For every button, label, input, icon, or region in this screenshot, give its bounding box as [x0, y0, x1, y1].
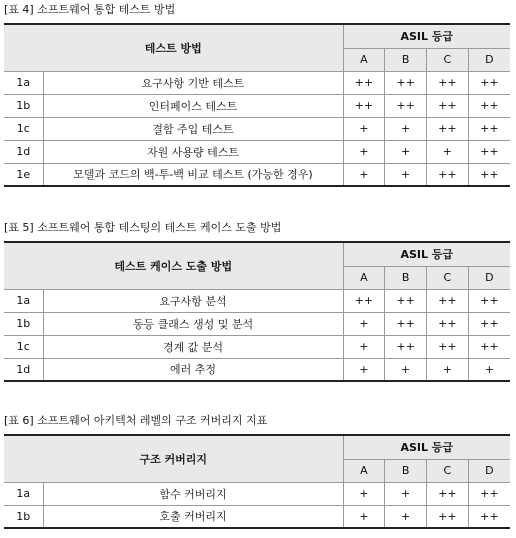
table5-grade-d: D [468, 266, 510, 289]
cell-a: + [343, 117, 385, 140]
cell-a: + [343, 505, 385, 528]
cell-d: ++ [468, 94, 510, 117]
cell-a: + [343, 482, 385, 505]
table-row [4, 335, 510, 358]
cell-c: ++ [427, 482, 469, 505]
cell-b: ++ [385, 71, 427, 94]
table6-grade-a: A [343, 459, 385, 482]
row-method: 요구사항 기반 테스트 [43, 71, 343, 94]
row-id: 1a [4, 482, 43, 505]
table-row [4, 117, 510, 140]
row-id: 1d [4, 358, 43, 381]
cell-b: + [385, 140, 427, 163]
cell-d: ++ [468, 289, 510, 312]
row-id: 1a [4, 71, 43, 94]
row-id: 1a [4, 289, 43, 312]
cell-a: + [343, 358, 385, 381]
table6-grade-b: B [385, 459, 427, 482]
cell-a: ++ [343, 71, 385, 94]
table5-grade-b: B [385, 266, 427, 289]
table4 [4, 23, 510, 187]
row-id: 1d [4, 140, 43, 163]
table4-asil-header: ASIL 등급 [343, 24, 510, 48]
table4-grade-c: C [427, 48, 469, 71]
cell-a: ++ [343, 289, 385, 312]
row-method: 동등 클래스 생성 및 분석 [43, 312, 343, 335]
table-row [4, 312, 510, 335]
table6-grade-c: C [427, 459, 469, 482]
table6-asil-header: ASIL 등급 [343, 435, 510, 459]
cell-b: ++ [385, 335, 427, 358]
table6-caption: [표 6] 소프트웨어 아키텍처 레벨의 구조 커버리지 지표 [4, 414, 268, 427]
cell-a: + [343, 335, 385, 358]
cell-b: ++ [385, 289, 427, 312]
cell-d: ++ [468, 505, 510, 528]
row-method: 요구사항 분석 [43, 289, 343, 312]
cell-b: + [385, 505, 427, 528]
table6-method-header: 구조 커버리지 [4, 435, 343, 482]
cell-c: ++ [427, 505, 469, 528]
cell-b: ++ [385, 312, 427, 335]
table5-grade-c: C [427, 266, 469, 289]
cell-a: ++ [343, 94, 385, 117]
table-row [4, 71, 510, 94]
cell-c: ++ [427, 71, 469, 94]
row-id: 1c [4, 117, 43, 140]
cell-b: + [385, 358, 427, 381]
table5-grade-a: A [343, 266, 385, 289]
row-id: 1b [4, 312, 43, 335]
cell-a: + [343, 163, 385, 186]
row-id: 1b [4, 94, 43, 117]
table-row [4, 482, 510, 505]
table4-method-header: 테스트 방법 [4, 24, 343, 71]
cell-d: ++ [468, 335, 510, 358]
table4-caption: [표 4] 소프트웨어 통합 테스트 방법 [4, 3, 176, 16]
cell-c: + [427, 358, 469, 381]
cell-b: + [385, 482, 427, 505]
cell-d: ++ [468, 117, 510, 140]
row-method: 인터페이스 테스트 [43, 94, 343, 117]
cell-c: ++ [427, 289, 469, 312]
table5-caption: [표 5] 소프트웨어 통합 테스팅의 테스트 케이스 도출 방법 [4, 221, 282, 234]
cell-a: + [343, 140, 385, 163]
table6 [4, 434, 510, 529]
table5-method-header: 테스트 케이스 도출 방법 [4, 242, 343, 289]
row-id: 1c [4, 335, 43, 358]
cell-c: ++ [427, 163, 469, 186]
cell-d: ++ [468, 71, 510, 94]
cell-b: ++ [385, 94, 427, 117]
table-row [4, 94, 510, 117]
cell-c: ++ [427, 335, 469, 358]
cell-c: ++ [427, 117, 469, 140]
row-method: 모델과 코드의 백-투-백 비교 테스트 (가능한 경우) [43, 163, 343, 186]
cell-c: + [427, 140, 469, 163]
table6-grade-d: D [468, 459, 510, 482]
table4-grade-a: A [343, 48, 385, 71]
table4-grade-b: B [385, 48, 427, 71]
table4-grade-d: D [468, 48, 510, 71]
cell-d: ++ [468, 163, 510, 186]
row-method: 호출 커버리지 [43, 505, 343, 528]
row-method: 에러 추정 [43, 358, 343, 381]
row-method: 함수 커버리지 [43, 482, 343, 505]
table5 [4, 241, 510, 382]
row-method: 자원 사용량 테스트 [43, 140, 343, 163]
table-row [4, 163, 510, 186]
table5-asil-header: ASIL 등급 [343, 242, 510, 266]
table-row [4, 140, 510, 163]
table-row [4, 358, 510, 381]
cell-c: ++ [427, 94, 469, 117]
cell-d: ++ [468, 140, 510, 163]
row-id: 1e [4, 163, 43, 186]
cell-b: + [385, 163, 427, 186]
row-method: 경계 값 분석 [43, 335, 343, 358]
cell-d: ++ [468, 312, 510, 335]
row-method: 결함 주입 테스트 [43, 117, 343, 140]
cell-a: + [343, 312, 385, 335]
row-id: 1b [4, 505, 43, 528]
table-row [4, 289, 510, 312]
cell-d: + [468, 358, 510, 381]
cell-b: + [385, 117, 427, 140]
table-row [4, 505, 510, 528]
cell-c: ++ [427, 312, 469, 335]
cell-d: ++ [468, 482, 510, 505]
